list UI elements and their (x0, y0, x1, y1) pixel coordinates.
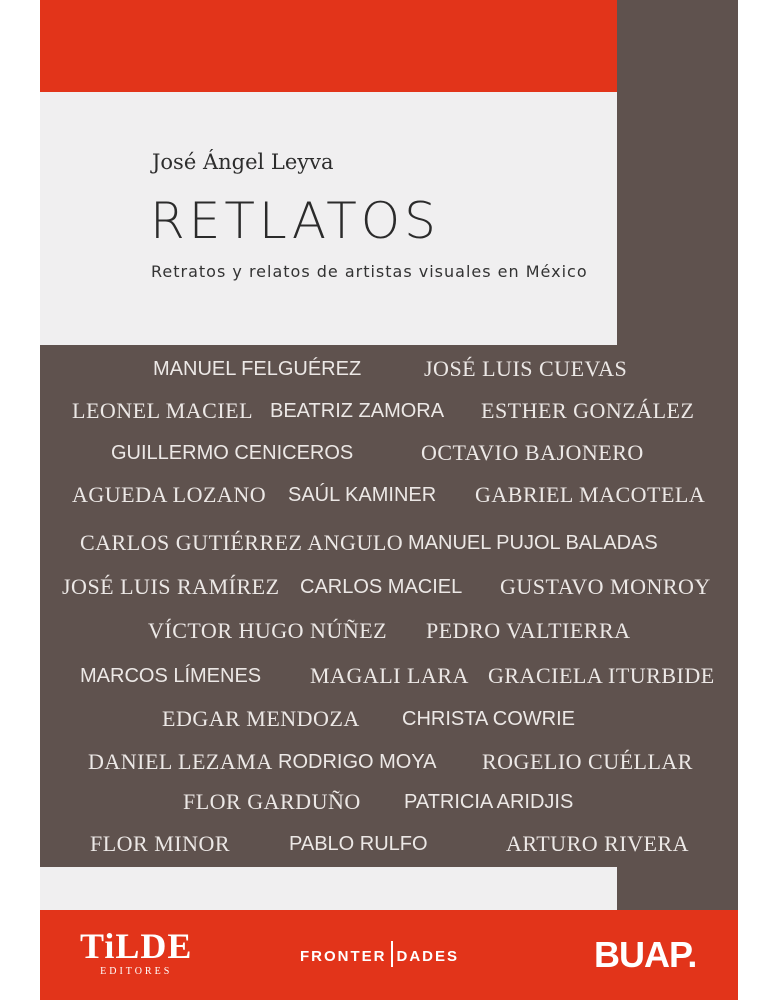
bottom-light-strip (40, 867, 617, 910)
artist-name: MARCOS LÍMENES (80, 665, 262, 687)
artist-name: ROGELIO CUÉLLAR (482, 749, 693, 774)
artist-row (40, 826, 738, 862)
artist-name: GRACIELA ITURBIDE (488, 663, 715, 688)
artist-name: VÍCTOR HUGO NÚÑEZ (148, 618, 388, 643)
artist-row (40, 477, 738, 513)
tilde-editores-logo (80, 928, 192, 977)
artist-row (40, 525, 738, 561)
artist-name: MAGALI LARA (310, 663, 469, 688)
artist-name: SAÚL KAMINER (288, 484, 437, 506)
artist-row (40, 658, 738, 694)
artist-name: FLOR GARDUÑO (183, 789, 361, 814)
artist-row (40, 435, 738, 471)
artist-row (40, 351, 738, 387)
artist-name: PATRICIA ARIDJIS (404, 791, 574, 813)
artist-row (40, 744, 738, 780)
artist-name: GUILLERMO CENICEROS (111, 442, 354, 464)
artist-row (40, 784, 738, 820)
tilde-logo-subtext: EDITORES (100, 966, 173, 977)
buap-logo: BUAP. (594, 934, 697, 975)
artist-row (40, 613, 738, 649)
author-name: José Ángel Leyva (152, 150, 334, 174)
artist-name: BEATRIZ ZAMORA (270, 400, 445, 422)
artist-name: CHRISTA COWRIE (402, 708, 575, 730)
artist-name: MANUEL FELGUÉREZ (153, 358, 362, 380)
artist-name: EDGAR MENDOZA (162, 706, 360, 731)
artist-name: CARLOS GUTIÉRREZ ANGULO (80, 530, 404, 555)
fronteridades-logo (300, 944, 459, 970)
artist-name: JOSÉ LUIS RAMÍREZ (62, 574, 280, 599)
artist-name: PABLO RULFO (289, 833, 428, 855)
artist-name: AGUEDA LOZANO (72, 482, 267, 507)
artist-name: JOSÉ LUIS CUEVAS (424, 356, 628, 381)
artist-row (40, 569, 738, 605)
tilde-logo-text: TiLDE (80, 926, 193, 966)
artist-name: RODRIGO MOYA (278, 751, 437, 773)
artist-name: DANIEL LEZAMA (88, 749, 273, 774)
artist-name: GUSTAVO MONROY (500, 574, 711, 599)
top-red-band (40, 0, 617, 92)
artist-name: PEDRO VALTIERRA (426, 618, 631, 643)
artist-row (40, 701, 738, 737)
fronteridades-text-a: FRONTER (300, 947, 387, 965)
artist-name: ESTHER GONZÁLEZ (481, 398, 695, 423)
artist-name: CARLOS MACIEL (300, 576, 463, 598)
artist-name: LEONEL MACIEL (72, 398, 254, 423)
artist-name: GABRIEL MACOTELA (475, 482, 706, 507)
artist-name: MANUEL PUJOL BALADAS (408, 532, 658, 554)
artist-name: FLOR MINOR (90, 831, 231, 856)
book-subtitle: Retratos y relatos de artistas visuales en México (151, 262, 588, 281)
artist-row (40, 393, 738, 429)
book-title: RETLATOS (150, 192, 440, 250)
fronteridades-bar (391, 941, 393, 967)
artist-name: ARTURO RIVERA (506, 831, 690, 856)
fronteridades-text-b: DADES (396, 947, 460, 965)
artist-name: OCTAVIO BAJONERO (421, 440, 644, 465)
